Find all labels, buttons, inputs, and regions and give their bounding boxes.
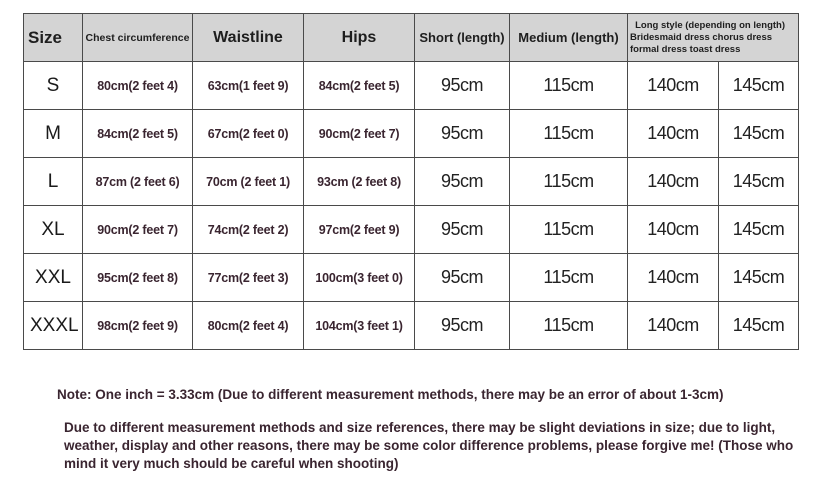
header-short-length: Short (length) xyxy=(415,14,510,62)
hips-cell: 90cm(2 feet 7) xyxy=(304,110,415,158)
chest-cell: 98cm(2 feet 9) xyxy=(83,302,193,350)
long-length-a-cell: 140cm xyxy=(628,158,719,206)
table-row xyxy=(24,62,799,110)
table-row xyxy=(24,158,799,206)
chest-cell: 95cm(2 feet 8) xyxy=(83,254,193,302)
disclaimer-text: Due to different measurement methods and size references, there may be slight deviations in size; due to light, weather, display and other reasons, there may be some color difference problems, please forgive me! (Those who mind it very much should be careful when shooting) xyxy=(64,420,794,471)
chest-cell: 87cm (2 feet 6) xyxy=(83,158,193,206)
waist-cell: 63cm(1 feet 9) xyxy=(193,62,304,110)
long-length-b-cell: 145cm xyxy=(719,110,799,158)
header-hips: Hips xyxy=(304,14,415,62)
short-length-cell: 95cm xyxy=(415,206,510,254)
header-long-note-2: formal dress toast dress xyxy=(630,43,741,55)
waist-cell: 74cm(2 feet 2) xyxy=(193,206,304,254)
table-row xyxy=(24,254,799,302)
table-row xyxy=(24,302,799,350)
waist-cell: 77cm(2 feet 3) xyxy=(193,254,304,302)
medium-length-cell: 115cm xyxy=(510,110,628,158)
medium-length-cell: 115cm xyxy=(510,62,628,110)
chest-cell: 90cm(2 feet 7) xyxy=(83,206,193,254)
table-row xyxy=(24,110,799,158)
size-cell: L xyxy=(24,158,83,206)
medium-length-cell: 115cm xyxy=(510,158,628,206)
long-length-b-cell: 145cm xyxy=(719,62,799,110)
header-long-note-1: Bridesmaid dress chorus dress xyxy=(630,31,773,43)
hips-cell: 93cm (2 feet 8) xyxy=(304,158,415,206)
header-waistline: Waistline xyxy=(193,14,304,62)
header-long-style xyxy=(628,14,799,62)
waist-cell: 80cm(2 feet 4) xyxy=(193,302,304,350)
long-length-b-cell: 145cm xyxy=(719,302,799,350)
hips-cell: 84cm(2 feet 5) xyxy=(304,62,415,110)
size-table xyxy=(23,13,799,350)
chest-cell: 80cm(2 feet 4) xyxy=(83,62,193,110)
chest-cell: 84cm(2 feet 5) xyxy=(83,110,193,158)
long-length-a-cell: 140cm xyxy=(628,206,719,254)
medium-length-cell: 115cm xyxy=(510,206,628,254)
size-cell: XXXL xyxy=(24,302,83,350)
medium-length-cell: 115cm xyxy=(510,254,628,302)
header-size: Size xyxy=(24,14,83,62)
long-length-a-cell: 140cm xyxy=(628,110,719,158)
long-length-a-cell: 140cm xyxy=(628,302,719,350)
header-row xyxy=(24,14,799,62)
hips-cell: 100cm(3 feet 0) xyxy=(304,254,415,302)
short-length-cell: 95cm xyxy=(415,302,510,350)
long-length-a-cell: 140cm xyxy=(628,62,719,110)
header-long-title: Long style (depending on length) xyxy=(635,19,786,31)
waist-cell: 70cm (2 feet 1) xyxy=(193,158,304,206)
short-length-cell: 95cm xyxy=(415,158,510,206)
conversion-note: Note: One inch = 3.33cm (Due to different measurement methods, there may be an error of about 1-3cm) xyxy=(57,387,724,402)
size-cell: XL xyxy=(24,206,83,254)
header-medium-length: Medium (length) xyxy=(510,14,628,62)
size-cell: S xyxy=(24,62,83,110)
short-length-cell: 95cm xyxy=(415,62,510,110)
waist-cell: 67cm(2 feet 0) xyxy=(193,110,304,158)
short-length-cell: 95cm xyxy=(415,254,510,302)
header-chest: Chest circumference xyxy=(83,14,193,62)
size-cell: XXL xyxy=(24,254,83,302)
medium-length-cell: 115cm xyxy=(510,302,628,350)
hips-cell: 97cm(2 feet 9) xyxy=(304,206,415,254)
long-length-b-cell: 145cm xyxy=(719,158,799,206)
size-cell: M xyxy=(24,110,83,158)
long-length-a-cell: 140cm xyxy=(628,254,719,302)
table-row xyxy=(24,206,799,254)
hips-cell: 104cm(3 feet 1) xyxy=(304,302,415,350)
short-length-cell: 95cm xyxy=(415,110,510,158)
long-length-b-cell: 145cm xyxy=(719,254,799,302)
long-length-b-cell: 145cm xyxy=(719,206,799,254)
